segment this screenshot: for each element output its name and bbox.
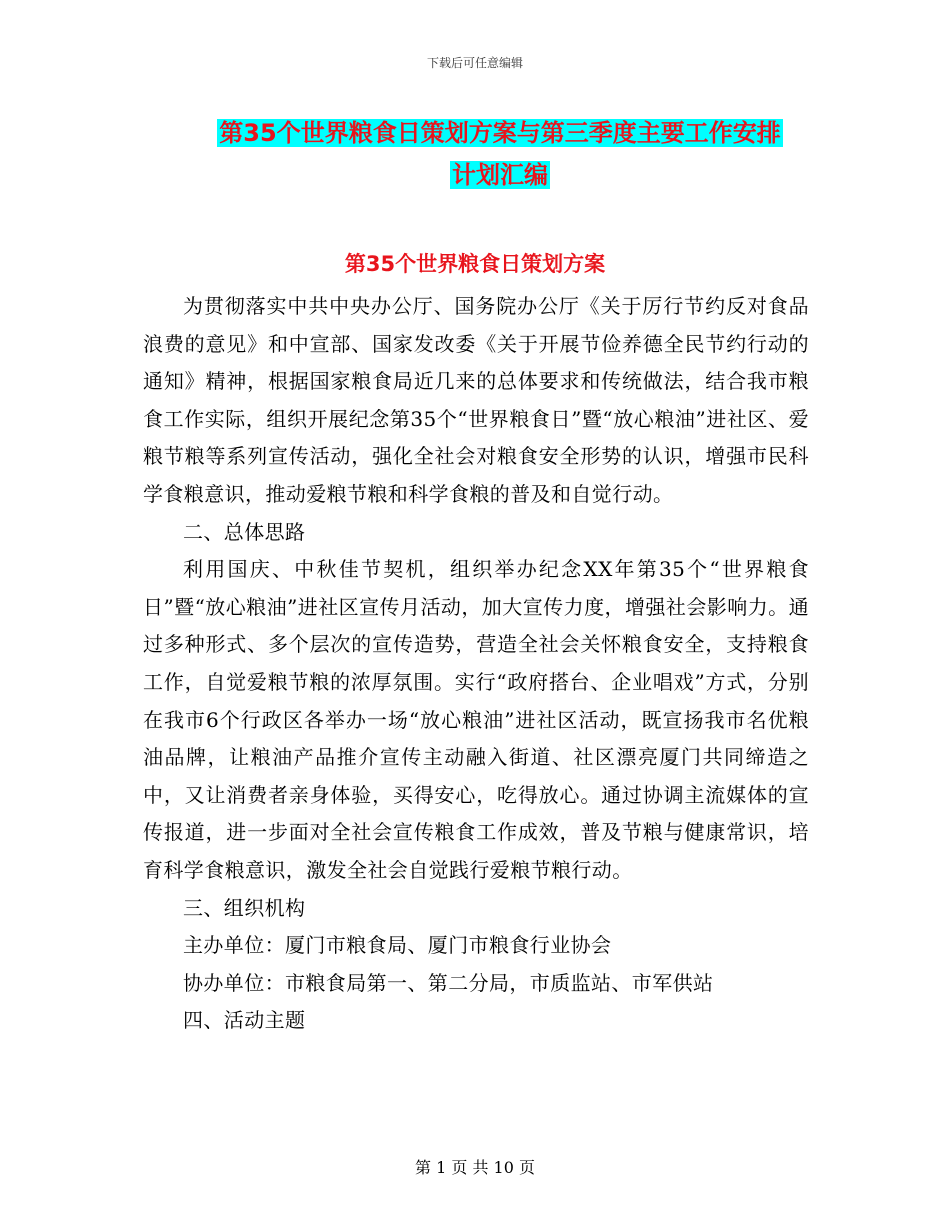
heading-activity-theme: 四、活动主题 <box>183 1008 306 1033</box>
page-footer: 第 1 页 共 10 页 <box>415 1158 535 1177</box>
document-title <box>150 112 850 196</box>
heading-overall-approach: 二、总体思路 <box>183 519 306 544</box>
paragraph-overall-approach: 利用国庆、中秋佳节契机，组织举办纪念XX年第35个“世界粮食日”暨“放心粮油”进社区宣传月活动，加大宣传力度，增强社会影响力。通过多种形式、多个层次的宣传造势，营造全社会关怀粮食安全，支持粮食工作，自觉爱粮节粮的浓厚氛围。实行“政府搭台、企业唱戏”方式，分别在我市6个行政区各举办一场“放心粮油”进社区活动，既宣扬我市名优粮油品牌，让粮油产品推介宣传主动融入街道、社区漂亮厦门共同缔造之中，又让消费者亲身体验，买得安心，吃得放心。通过协调主流媒体的宣传报道，进一步面对全社会宣传粮食工作成效，普及节粮与健康常识，培育科学食粮意识，激发全社会自觉践行爱粮节粮行动。 <box>143 557 809 882</box>
paragraph-co-host: 协办单位：市粮食局第一、第二分局，市质监站、市军供站 <box>183 970 714 995</box>
paragraph-intro: 为贯彻落实中共中央办公厅、国务院办公厅《关于厉行节约反对食品浪费的意见》和中宣部、国家发改委《关于开展节俭养德全民节约行动的通知》精神，根据国家粮食局近几来的总体要求和传统做法，结合我市粮食工作实际，组织开展纪念第35个“世界粮食日”暨“放心粮油”进社区、爱粮节粮等系列宣传活动，强化全社会对粮食安全形势的认识，增强市民科学食粮意识，推动爱粮节粮和科学食粮的普及和自觉行动。 <box>143 294 809 506</box>
heading-organization: 三、组织机构 <box>183 895 306 920</box>
paragraph-host: 主办单位：厦门市粮食局、厦门市粮食行业协会 <box>183 933 612 958</box>
document-title-line-1: 第35个世界粮食日策划方案与第三季度主要工作安排 <box>219 119 781 147</box>
body-text <box>143 288 809 1040</box>
section-title: 第35个世界粮食日策划方案 <box>344 252 606 276</box>
document-title-line-2: 计划汇编 <box>452 161 548 189</box>
header-note: 下载后可任意编辑 <box>426 56 523 70</box>
